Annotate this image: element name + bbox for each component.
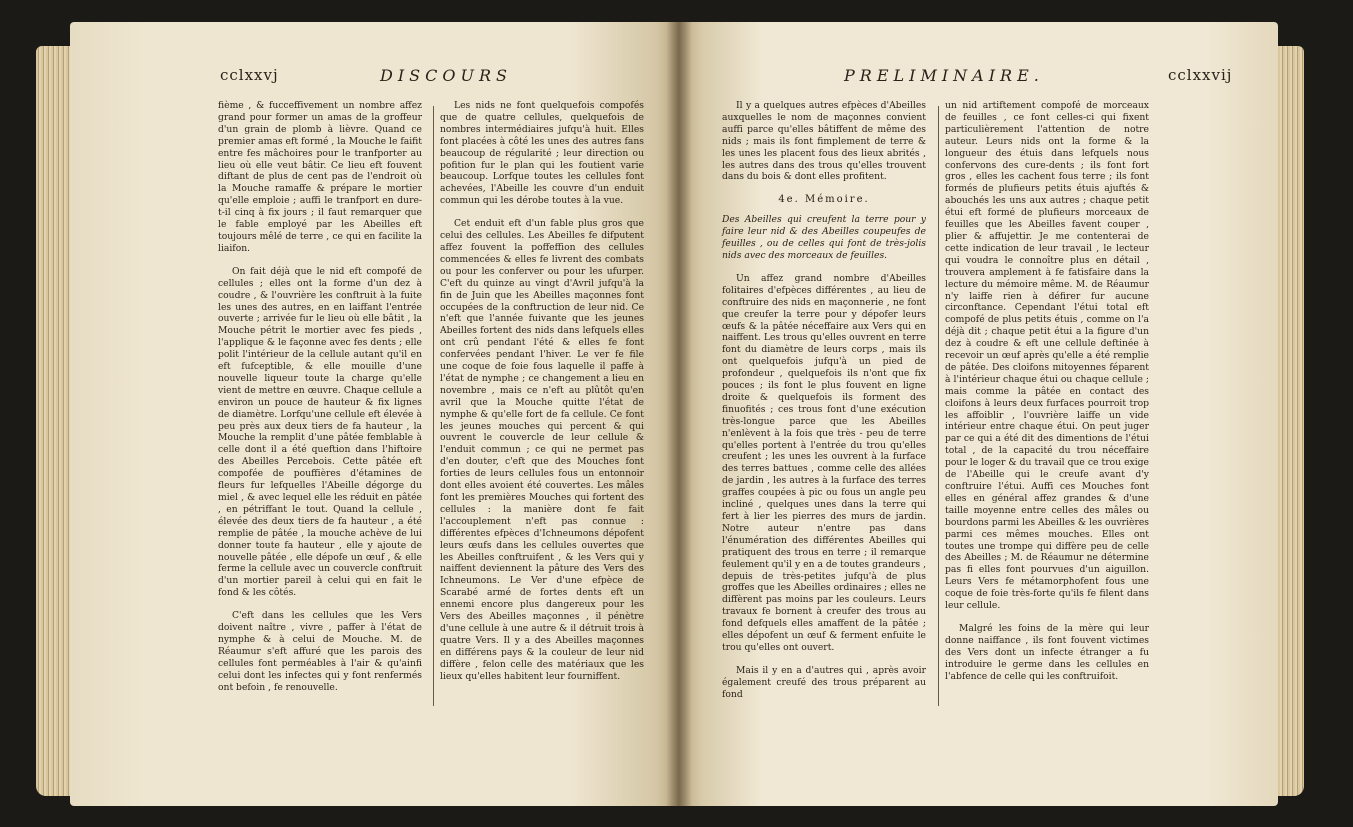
right-column-1 xyxy=(722,100,926,712)
left-column-2 xyxy=(440,100,644,694)
left-page-number: cclxxvj xyxy=(220,66,279,84)
paragraph: Les nids ne font quelquefois compofés que de quatre cellules, quelquefois de nombres intermédiaires jufqu'à huit. Elles font placées à côté les unes des autres fans beaucoup de régularité ; leur direction ou pofition fur le plan qui les foutient varie beaucoup. Lorfque toutes les cellules font achevées, l'Abeille les couvre d'un enduit commun qui les dérobe toutes à la vue. xyxy=(440,100,644,207)
paragraph: un nid artiftement compofé de morceaux de feuilles , ce font celles-ci qui fixent particulièrement l'attention de notre auteur. Leurs nids ont la forme & la longueur des étuis dans lefquels nous confervons des cure-dents ; ils font fort gros , elles les cachent fous terre ; ils font formés de plufieurs petits étuis ajuftés & abouchés les uns aux autres ; chaque petit étui eft formé de plufieurs morceaux de feuilles que les Abeilles favent couper , plier & affujettir. Je me contenterai de cette indication de leur travail , le lecteur qui voudra le connoître plus en détail , trouvera amplement à fe fatisfaire dans la lecture du mémoire même. M. de Réaumur n'y laiffe rien à défirer fur aucune circonftance. Cependant l'étui total eft compofé de plus petits étuis , comme on l'a déjà dit ; chaque petit étui a la figure d'un dez à coudre & eft une cellule deftinée à recevoir un œuf après qu'elle a été remplie de pâtée. Des cloifons mitoyennes féparent à l'intérieur chaque étui ou chaque cellule ; mais comme la pâtée en contact des cloifons à leurs deux furfaces pourroit trop les affoiblir , l'ouvrière laiffe un vide intérieur entre chaque étui. On peut juger par ce qui a été dit des dimentions de l'étui total , de la capacité du trou néceffaire pour le loger & du travail que ce trou exige de l'Abeille qui le creufe avant d'y conftruire l'étui. Auffi ces Mouches font elles en général affez grandes & d'une taille moyenne entre celles des mâles ou bourdons parmi les Abeilles & les ouvrières parmi ces mêmes mouches. Elles ont toutes une trompe qui diffère peu de celle des Abeilles ; M. de Réaumur ne détermine pas fi elles font pourvues d'un aiguillon. Leurs Vers fe métamorphofent fous une coque de foie très-forte qu'ils fe filent dans leur cellule. xyxy=(945,100,1149,612)
book-gutter xyxy=(666,22,692,806)
right-column-2 xyxy=(945,100,1149,694)
right-page-number: cclxxvij xyxy=(1168,66,1233,84)
memoir-heading: 4e. Mémoire. xyxy=(778,194,870,206)
left-column-1 xyxy=(218,100,422,705)
paragraph: fième , & fucceffivement un nombre affez grand pour former un amas de la groffeur d'un grain de plomb à lièvre. Quand ce premier amas eft formé , la Mouche le faifit entre fes mâchoires pour le tranfporter au lieu où elle veut bâtir. Ce lieu eft fouvent diftant de plus de cent pas de l'endroit où la Mouche ramaffe & prépare le mortier qu'elle emploie ; auffi le tranfport en dure-t-il cinq à fix jours ; il faut remarquer que le fable employé par les Abeilles eft toujours mêlé de terre , ce qui en facilite la liaifon. xyxy=(218,100,422,254)
column-rule xyxy=(938,106,939,706)
right-running-head xyxy=(678,66,1278,92)
paragraph: Cet enduit eft d'un fable plus gros que celui des cellules. Les Abeilles fe difputent affez fouvent la poffeffion des cellules commencées & elles fe livrent des combats ou pour les conferver ou pour les ufurper. C'eft du quinze au vingt d'Avril jufqu'à la fin de Juin que les Abeilles maçonnes font occupées de la conftruction de leur nid. Ce n'eft que l'année fuivante que les jeunes Abeilles fortent des nids dans lefquels elles ont crû pendant l'été & elles fe font confervées pendant l'hiver. Le ver fe file une coque de foie fous laquelle il paffe à l'état de nymphe ; ce changement a lieu en novembre , mais ce n'eft au plûtôt qu'en avril que la Mouche quitte l'état de nymphe & qu'elle fort de fa cellule. Ce font les jeunes mouches qui percent & qui ouvrent le couvercle de leur cellule & l'enduit commun ; ce qui ne permet pas d'en douter, c'eft que des Mouches font forties de leurs cellules fous un entonnoir dont elles avoient été couvertes. Les mâles font les premières Mouches qui fortent des cellules : la manière dont fe fait l'accouplement n'eft pas connue : différentes efpèces d'Ichneumons dépofent leurs œufs dans les cellules ouvertes que les Abeilles conftruifent , & les Vers qui y naiffent deviennent la pâture des Vers des Ichneumons. Le Ver d'une efpèce de Scarabé armé de fortes dents eft un ennemi encore plus dangereux pour les Vers des Abeilles maçonnes , il pénètre d'une cellule à une autre & il détruit trois à quatre Vers. Il y a des Abeilles maçonnes en différens pays & la couleur de leur nid diffère , felon celle des matériaux que les lieux qu'elles habitent leur fourniffent. xyxy=(440,218,644,682)
right-running-title: PRELIMINAIRE. xyxy=(844,66,1044,85)
paragraph: C'eft dans les cellules que les Vers doivent naître , vivre , paffer à l'état de nymphe & à celui de Mouche. M. de Réaumur s'eft affuré que les parois des cellules font perméables à l'air & qu'ainfi celui dont les infectes qui y font renfermés ont befoin , fe renouvelle. xyxy=(218,610,422,693)
paragraph: On fait déjà que le nid eft compofé de cellules ; elles ont la forme d'un dez à coudre , & l'ouvrière les conftruit à la fuite les unes des autres, en en laiffant l'entrée ouverte ; arrivée fur le lieu où elle bâtit , la Mouche pétrit le mortier avec fes pieds , l'applique & le façonne avec fes dents ; elle polit l'intérieur de la cellule autant qu'il en eft fufceptible, & elle mouille d'une nouvelle liqueur toute la charge qu'elle vient de mettre en œuvre. Chaque cellule a environ un pouce de hauteur & fix lignes de diamètre. Lorfqu'une cellule eft élevée à peu près aux deux tiers de fa hauteur , la Mouche la remplit d'une pâtée femblable à celle dont il a été queftion dans l'hiftoire des Abeilles Percebois. Cette pâtée eft compofée de pouffières d'étamines de fleurs fur lefquelles l'Abeille dégorge du miel , & avec lequel elle les réduit en pâtée , en pétriffant le tout. Quand la cellule , élevée des deux tiers de fa hauteur , a été remplie de pâtée , la mouche achève de lui donner toute fa hauteur , elle y ajoute de nouvelle pâtée , elle dépofe un œuf , & elle ferme la cellule avec un couvercle conftruit d'un mortier pareil à celui qui en fait le fond & les côtés. xyxy=(218,265,422,599)
left-running-title: DISCOURS xyxy=(380,66,512,85)
paragraph: Mais il y en a d'autres qui , après avoir également creufé des trous préparent au fond xyxy=(722,664,926,700)
memoir-title: Des Abeilles qui creufent la terre pour y faire leur nid & des Abeilles coupeufes de feuilles , ou de celles qui font de très-jolis nids avec des morceaux de feuilles. xyxy=(722,214,926,261)
left-running-head xyxy=(70,66,680,92)
right-page xyxy=(678,22,1278,806)
paragraph: Il y a quelques autres efpèces d'Abeilles auxquelles le nom de maçonnes convient auffi parce qu'elles bâtiffent de même des nids ; mais ils font fimplement de terre & les unes les placent fous des lieux abrités , les autres dans des trous qu'elles trouvent dans du bois & dont elles profitent. xyxy=(722,100,926,183)
column-rule xyxy=(433,106,434,706)
paragraph: Un affez grand nombre d'Abeilles folitaires d'efpèces différentes , au lieu de conftruire des nids en maçonnerie , ne font que creufer la terre pour y dépofer leurs œufs & la pâtée néceffaire aux Vers qui en naiffent. Les trous qu'elles ouvrent en terre font du diamètre de leurs corps , mais ils ont quelquefois jufqu'à un pied de profondeur , quelquefois ils n'ont que fix pouces ; ils font le plus fouvent en ligne droite & quelquefois ils forment des finuofités ; ces trous font d'une exécution très-longue parce que les Abeilles n'enlèvent à la fois que très - peu de terre qu'elles portent à l'entrée du trou qu'elles creufent ; les unes les ouvrent à la furface des terres battues , comme celle des allées de jardin , les autres à la furface des terres graffes coupées à pic ou fous un angle peu incliné , quelques unes dans la terre qui fert à lier les pierres des murs de jardin. Notre auteur n'entre pas dans l'énumération des différentes Abeilles qui pratiquent des trous en terre ; il remarque feulement qu'il y en a de toutes grandeurs , depuis de très-petites jufqu'à de plus groffes que les Abeilles ordinaires ; elles ne diffèrent pas moins par les couleurs. Leurs travaux fe bornent à creufer des trous au fond defquels elles amaffent de la pâtée ; elles dépofent un œuf & ferment enfuite le trou qu'elles ont ouvert. xyxy=(722,272,926,653)
left-page xyxy=(70,22,680,806)
paragraph: Malgré les foins de la mère qui leur donne naiffance , ils font fouvent victimes des Vers dont un infecte étranger a fu introduire le germe dans les cellules en l'abfence de celle qui les conftruifoit. xyxy=(945,622,1149,682)
